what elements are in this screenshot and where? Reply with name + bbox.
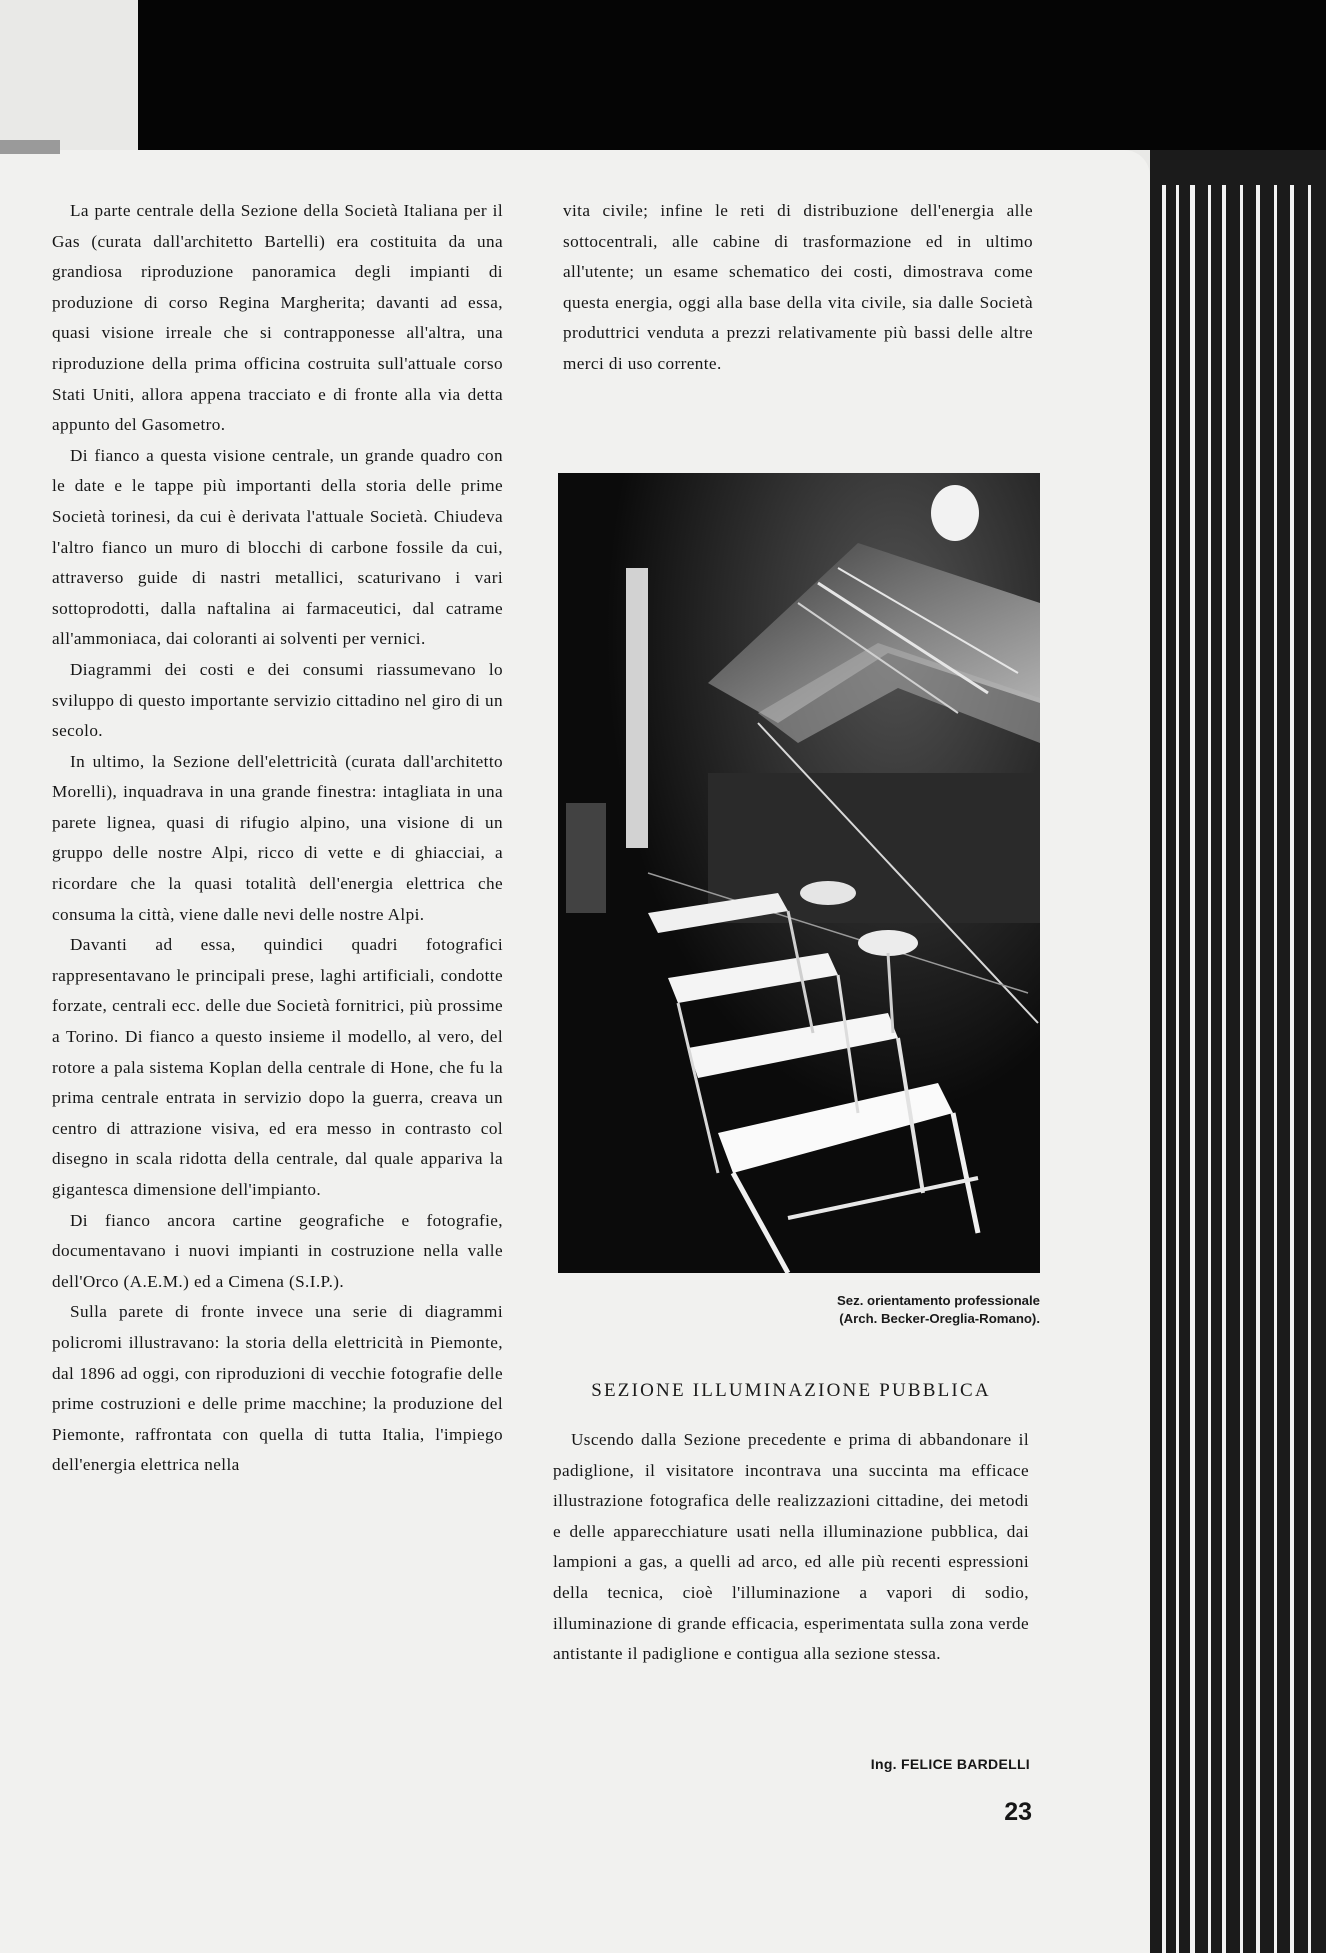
right-text-column-top — [563, 196, 1033, 380]
page-edge-stripe — [1162, 185, 1166, 1953]
page-edge-stripe — [1208, 185, 1211, 1953]
author-signature: Ing. FELICE BARDELLI — [870, 1756, 1030, 1772]
paragraph: vita civile; infine le reti di distribuzione dell'energia alle sottocentrali, alle cabine di trasformazione ed in ultimo all'utente; un esame schematico dei costi, dimostrava come questa energia, oggi alla base della vita civile, sia dalle Società produttrici venduta a prezzi relativamente più bassi delle altre merci di uso corrente. — [563, 201, 1033, 373]
caption-line: Sez. orientamento professionale — [837, 1293, 1040, 1308]
caption-credit: (Arch. Becker-Oreglia-Romano). — [839, 1311, 1040, 1326]
paragraph: Di fianco a questa visione centrale, un grande quadro con le date e le tappe più importanti della storia delle prime Società torinesi, da cui è derivata l'attuale Società. Chiudeva l'altro fianco un muro di blocchi di carbone fossile da cui, attraverso guide di nastri metallici, scaturivano i vari sottoprodotti, dalla naftalina ai farmaceutici, dal catrame all'ammoniaca, dai coloranti ai solventi per vernici. — [52, 445, 503, 649]
paragraph: Davanti ad essa, quindici quadri fotografici rappresentavano le principali prese, laghi artificiali, condotte forzate, centrali ecc. delle due Società fornitrici, più prossime a Torino. Di fianco a questo insieme il modello, al vero, del rotore a pala sistema Koplan della centrale di Hone, che fu la prima centrale entrata in servizio dopo la guerra, creava un centro di attrazione visiva, ed era messo in contrasto col disegno in scala ridotta della centrale, dal quale appariva la gigantesca dimensione dell'impianto. — [52, 935, 503, 1199]
page-edge-stripe — [1256, 185, 1260, 1953]
exhibition-photo — [558, 473, 1040, 1273]
page-edge-stripe — [1308, 185, 1311, 1953]
scan-dark-border-top — [138, 0, 1326, 150]
left-text-column — [52, 196, 503, 1481]
paragraph: Sulla parete di fronte invece una serie di diagrammi policromi illustravano: la storia della elettricità in Piemonte, dal 1896 ad oggi, con riproduzioni di vecchie fotografie delle prime costruzioni e delle prime macchine; la produzione del Piemonte, raffrontata con quella di tutta Italia, l'impiego dell'energia elettrica nella — [52, 1302, 503, 1475]
paragraph: Di fianco ancora cartine geografiche e fotografie, documentavano i nuovi impianti in costruzione nella valle dell'Orco (A.E.M.) ed a Cimena (S.I.P.). — [52, 1210, 503, 1291]
photo-caption — [760, 1292, 1040, 1328]
paragraph: In ultimo, la Sezione dell'elettricità (curata dall'architetto Morelli), inquadrava in una grande finestra: intagliata in una parete lignea, quasi di rifugio alpino, una visione di un gruppo delle nostre Alpi, ricco di vette e di ghiacciai, a ricordare che la quasi totalità dell'energia elettrica che consuma la città, viene dalle nevi delle nostre Alpi. — [52, 751, 503, 924]
paragraph: Diagrammi dei costi e dei consumi riassumevano lo sviluppo di questo importante servizio cittadino nel giro di un secolo. — [52, 659, 503, 741]
paragraph: La parte centrale della Sezione della Società Italiana per il Gas (curata dall'architetto Bartelli) era costituita da una grandiosa riproduzione panoramica degli impianti di produzione di corso Regina Margherita; davanti ad essa, quasi visione irreale che si contrapponesse all'altra, una riproduzione della prima officina costruita sull'attuale corso Stati Uniti, allora appena tracciato e di fronte alla via detta appunto del Gasometro. — [52, 201, 503, 435]
page-number: 23 — [1004, 1798, 1032, 1826]
page-edge-stripe — [1240, 185, 1243, 1953]
right-text-column-body — [553, 1425, 1029, 1670]
page-edge-stripe — [1274, 185, 1277, 1953]
page-corner-mark — [0, 140, 60, 154]
page-edge-stripe — [1290, 185, 1294, 1953]
paragraph: Uscendo dalla Sezione precedente e prima di abbandonare il padiglione, il visitatore incontrava una succinta ma efficace illustrazione fotografica delle realizzazioni cittadine, dei metodi e delle apparecchiature usati nella illuminazione pubblica, dai lampioni a gas, a quelli ad arco, ed alle più recenti espressioni della tecnica, cioè l'illuminazione a vapori di sodio, illuminazione di grande efficacia, esperimentata sulla zona verde antistante il padiglione e contigua alla sezione stessa. — [553, 1430, 1029, 1664]
section-heading: SEZIONE ILLUMINAZIONE PUBBLICA — [591, 1380, 991, 1401]
page-edge-stripe — [1176, 185, 1179, 1953]
page-edge-stripe — [1222, 185, 1226, 1953]
page-edge-stripe — [1190, 185, 1195, 1953]
photo-illustration — [558, 473, 1040, 1273]
